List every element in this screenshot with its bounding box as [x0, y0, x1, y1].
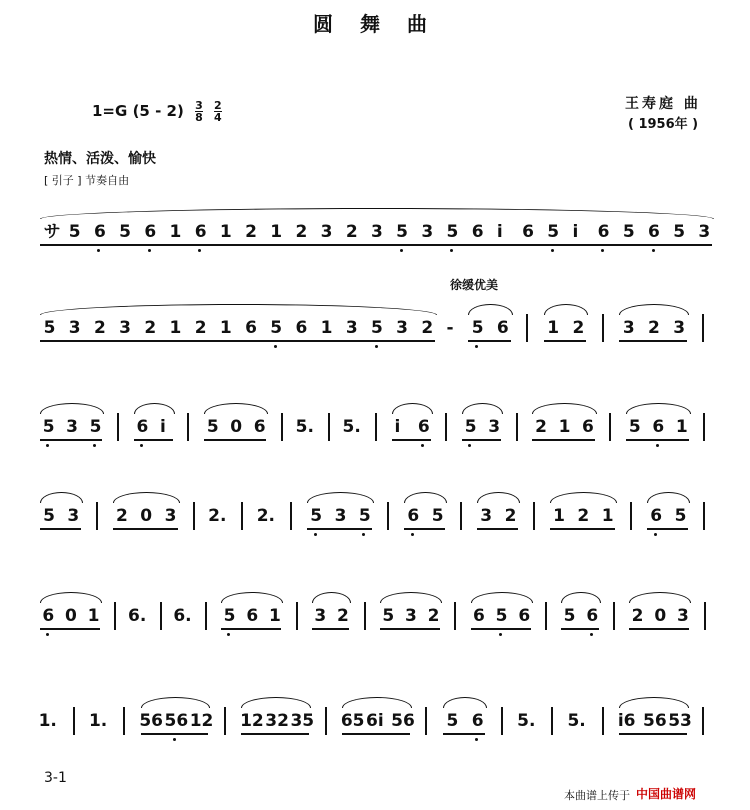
octave-dot: [654, 533, 657, 536]
note: 3: [66, 417, 79, 437]
slur-arc: [443, 697, 487, 708]
octave-dot: [362, 533, 365, 536]
note: 3: [320, 222, 333, 242]
barline: [296, 602, 298, 630]
barline: [73, 707, 75, 735]
barline: [117, 413, 119, 441]
note: 2: [93, 318, 106, 338]
note: 2.: [256, 506, 275, 526]
barline: [609, 413, 611, 441]
note: i: [572, 222, 579, 242]
note: 5: [89, 417, 102, 437]
slur-arc: [307, 492, 374, 503]
note: 53: [668, 711, 692, 731]
beam-underline: [471, 628, 531, 630]
octave-dot: [93, 444, 96, 447]
note: 3: [698, 222, 711, 242]
note: 65: [340, 711, 365, 731]
note: 3: [164, 506, 177, 526]
note: 1: [169, 318, 182, 338]
note: 5: [43, 506, 55, 526]
note: 3: [677, 606, 689, 626]
barline: [501, 707, 503, 735]
note: 6: [648, 222, 660, 242]
note: 5: [119, 222, 131, 242]
note: 2: [535, 417, 547, 437]
beam-underline: [40, 340, 435, 342]
beam-underline: [477, 528, 518, 530]
octave-dot: [475, 738, 478, 741]
note: 3: [673, 318, 686, 338]
slur-arc: [221, 592, 283, 603]
octave-dot: [421, 444, 424, 447]
note: 5.: [567, 711, 586, 731]
note: 3: [68, 318, 81, 338]
slur-arc: [404, 492, 447, 503]
barline: [114, 602, 116, 630]
beam-underline: [342, 733, 410, 735]
barline: [704, 602, 706, 630]
barline: [602, 707, 604, 735]
octave-dot: [97, 249, 100, 252]
note: 5.: [342, 417, 361, 437]
time-signature-3-8: $\frac{3}{8}$: [195, 99, 203, 124]
beam-underline: [40, 439, 102, 441]
note: 56: [643, 711, 667, 731]
slur-arc: [40, 592, 102, 603]
note: 5: [674, 506, 687, 526]
barline: [224, 707, 226, 735]
barline: [703, 502, 705, 530]
note: 2: [421, 318, 434, 338]
note: 5: [223, 606, 236, 626]
barline: [205, 602, 207, 630]
note: 6: [471, 711, 484, 731]
note: 6: [42, 606, 55, 626]
note: 2: [504, 506, 517, 526]
note: 5: [446, 711, 459, 731]
tempo-marking: 热情、活泼、愉快: [44, 151, 156, 167]
score-row-2: [0, 318, 750, 348]
barline: [187, 413, 189, 441]
beam-underline: [619, 733, 687, 735]
note: 6: [407, 506, 420, 526]
slur-arc: [113, 492, 180, 503]
barline: [328, 413, 330, 441]
octave-dot: [375, 345, 378, 348]
beam-underline: [380, 628, 440, 630]
slow-marking: 徐缓优美: [450, 278, 499, 292]
beam-underline: [404, 528, 445, 530]
note: 2: [572, 318, 585, 338]
octave-dot: [46, 444, 49, 447]
barline: [460, 502, 462, 530]
octave-dot: [590, 633, 593, 636]
note: 2.: [208, 506, 227, 526]
note: 6: [93, 222, 106, 242]
slur-arc: [468, 304, 512, 315]
score-row-1: [0, 222, 750, 252]
note: 2: [295, 222, 308, 242]
note: 6i: [366, 711, 384, 731]
octave-dot: [475, 345, 478, 348]
note: 5.: [295, 417, 314, 437]
time-signature-2-4: $\frac{2}{4}$: [213, 99, 222, 124]
barline: [364, 602, 366, 630]
note: 0: [230, 417, 243, 437]
note: 5: [382, 606, 395, 626]
note: 3: [488, 417, 501, 437]
slur-arc: [141, 697, 211, 708]
key-signature: [92, 100, 222, 123]
note: 6: [417, 417, 430, 437]
note: 56: [391, 711, 415, 731]
note: 1: [87, 606, 100, 626]
score-row-4: [0, 506, 750, 536]
note: 5: [396, 222, 409, 242]
note: 3: [405, 606, 417, 626]
note: 1: [675, 417, 688, 437]
note: 5: [310, 506, 323, 526]
note: 6: [496, 318, 509, 338]
note: 0: [654, 606, 667, 626]
note: 3: [345, 318, 358, 338]
beam-underline: [532, 439, 594, 441]
slur-arc: [312, 592, 351, 603]
slur-arc: [204, 403, 268, 414]
composer: 王寿庭 曲: [625, 96, 701, 112]
beam-underline: [462, 439, 501, 441]
octave-dot: [148, 249, 151, 252]
note: 6: [245, 318, 257, 338]
note: 1: [320, 318, 333, 338]
score-row-5: [0, 606, 750, 636]
barline: [613, 602, 615, 630]
note: 5: [471, 318, 484, 338]
note: 5: [673, 222, 686, 242]
note: 2: [245, 222, 257, 242]
slur-arc: [40, 208, 714, 219]
barline: [630, 502, 632, 530]
slur-arc: [462, 403, 503, 414]
slur-arc: [544, 304, 588, 315]
barline: [702, 314, 704, 342]
note: 1: [553, 506, 565, 526]
barline: [290, 502, 292, 530]
note: 6: [194, 222, 207, 242]
slur-arc: [40, 492, 83, 503]
barline: [533, 502, 535, 530]
note: 5: [206, 417, 219, 437]
note: 0: [65, 606, 77, 626]
beam-underline: [626, 439, 688, 441]
octave-dot: [652, 249, 655, 252]
note: 5.: [517, 711, 536, 731]
note: 1: [269, 606, 281, 626]
note: 56: [139, 711, 163, 731]
note: 6: [471, 222, 484, 242]
note: 2: [577, 506, 590, 526]
note: 3: [371, 222, 383, 242]
beam-underline: [221, 628, 281, 630]
beam-underline: [561, 628, 598, 630]
note: 6: [522, 222, 534, 242]
beam-underline: [40, 244, 712, 246]
slur-arc: [550, 492, 617, 503]
note: 2: [144, 318, 157, 338]
slur-arc: [241, 697, 311, 708]
barline: [454, 602, 456, 630]
octave-dot: [173, 738, 176, 741]
beam-underline: [307, 528, 372, 530]
note: 3: [314, 606, 327, 626]
note: 1.: [38, 711, 57, 731]
barline: [702, 707, 704, 735]
slur-arc: [647, 492, 690, 503]
note: 1: [601, 506, 614, 526]
barline: [241, 502, 243, 530]
note: 6: [582, 417, 594, 437]
site-logo: 中国曲谱网: [636, 787, 697, 801]
score-row-6: [0, 711, 750, 741]
slur-arc: [619, 697, 689, 708]
beam-underline: [113, 528, 178, 530]
note: 6: [246, 606, 259, 626]
intro-marking: [ 引子 ] 节奏自由: [44, 174, 130, 187]
octave-dot: [601, 249, 604, 252]
note: 3: [480, 506, 493, 526]
note: 1: [270, 222, 283, 242]
barline: [602, 314, 604, 342]
barline: [703, 413, 705, 441]
note: 6: [650, 506, 663, 526]
beam-underline: [550, 528, 615, 530]
score-row-3: [0, 417, 750, 447]
slur-arc: [380, 592, 442, 603]
barline: [123, 707, 125, 735]
beam-underline: [312, 628, 349, 630]
barline: [375, 413, 377, 441]
note: 56: [164, 711, 189, 731]
note: サ: [43, 222, 61, 242]
note: 3: [67, 506, 80, 526]
barline: [425, 707, 427, 735]
octave-dot: [450, 249, 453, 252]
beam-underline: [647, 528, 688, 530]
beam-underline: [619, 340, 687, 342]
note: 1: [169, 222, 182, 242]
note: 6: [295, 318, 308, 338]
note: 3: [334, 506, 347, 526]
note: 1: [219, 318, 232, 338]
key-paren: (5 - 2): [132, 102, 184, 120]
octave-dot: [411, 533, 414, 536]
beam-underline: [443, 733, 485, 735]
note: 1: [547, 318, 560, 338]
note: 6: [652, 417, 665, 437]
note: 5: [431, 506, 444, 526]
barline: [545, 602, 547, 630]
note: i: [394, 417, 401, 437]
octave-dot: [198, 249, 201, 252]
slur-arc: [342, 697, 412, 708]
beam-underline: [141, 733, 209, 735]
note: 5: [43, 318, 56, 338]
note: 2: [194, 318, 207, 338]
octave-dot: [46, 633, 49, 636]
note: i: [496, 222, 503, 242]
slur-arc: [619, 304, 689, 315]
note: 1: [219, 222, 232, 242]
barline: [193, 502, 195, 530]
beam-underline: [134, 439, 173, 441]
note: 0: [140, 506, 153, 526]
beam-underline: [204, 439, 266, 441]
note: 5: [495, 606, 508, 626]
beam-underline: [392, 439, 431, 441]
barline: [551, 707, 553, 735]
beam-underline: [40, 528, 81, 530]
page-title: 圆 舞 曲: [313, 12, 437, 36]
octave-dot: [551, 249, 554, 252]
note: 2: [345, 222, 358, 242]
slur-arc: [561, 592, 600, 603]
beam-underline: [468, 340, 510, 342]
slur-arc: [392, 403, 433, 414]
beam-underline: [40, 628, 100, 630]
note: 5: [628, 417, 641, 437]
barline: [387, 502, 389, 530]
note: 3: [119, 318, 131, 338]
slur-arc: [134, 403, 175, 414]
note: 6: [597, 222, 610, 242]
beam-underline: [241, 733, 309, 735]
note: 12: [240, 711, 264, 731]
note: 5: [563, 606, 576, 626]
slur-arc: [626, 403, 690, 414]
slur-arc: [40, 403, 104, 414]
barline: [516, 413, 518, 441]
note: 5: [270, 318, 283, 338]
note: 3: [421, 222, 434, 242]
octave-dot: [314, 533, 317, 536]
note: 3: [622, 318, 635, 338]
note: 6: [518, 606, 531, 626]
octave-dot: [227, 633, 230, 636]
note: 12: [189, 711, 214, 731]
note: 5: [358, 506, 371, 526]
note: i6: [617, 711, 636, 731]
note: 2: [337, 606, 349, 626]
octave-dot: [468, 444, 471, 447]
note: -: [446, 318, 454, 338]
slur-arc: [40, 304, 437, 315]
barline: [526, 314, 528, 342]
beam-underline: [544, 340, 586, 342]
barline: [96, 502, 98, 530]
octave-dot: [400, 249, 403, 252]
note: 5: [42, 417, 55, 437]
octave-dot: [274, 345, 277, 348]
note: 5: [622, 222, 635, 242]
barline: [281, 413, 283, 441]
note: 5: [464, 417, 477, 437]
key-label: 1=G: [92, 102, 128, 120]
year: ( 1956年 ): [628, 117, 699, 132]
note: 5: [446, 222, 459, 242]
note: 2: [648, 318, 660, 338]
barline: [160, 602, 162, 630]
barline: [325, 707, 327, 735]
octave-dot: [656, 444, 659, 447]
octave-dot: [499, 633, 502, 636]
note: 2: [427, 606, 440, 626]
slur-arc: [471, 592, 533, 603]
note: 6: [473, 606, 485, 626]
note: 5: [547, 222, 560, 242]
note: 6.: [128, 606, 147, 626]
slur-arc: [629, 592, 691, 603]
note: 6: [136, 417, 149, 437]
beam-underline: [629, 628, 689, 630]
note: 6: [253, 417, 266, 437]
note: i: [159, 417, 166, 437]
slur-arc: [532, 403, 596, 414]
footer-text: 本曲谱上传于: [564, 789, 630, 802]
note: 1: [558, 417, 571, 437]
note: 5: [68, 222, 81, 242]
note: 1.: [88, 711, 108, 731]
page-number: 3-1: [44, 770, 67, 786]
note: 32: [265, 711, 289, 731]
note: 35: [290, 711, 315, 731]
note: 3: [396, 318, 409, 338]
note: 2: [631, 606, 644, 626]
octave-dot: [140, 444, 143, 447]
slur-arc: [477, 492, 520, 503]
note: 6.: [173, 606, 192, 626]
note: 6: [586, 606, 599, 626]
note: 2: [116, 506, 128, 526]
barline: [445, 413, 447, 441]
note: 5: [371, 318, 383, 338]
note: 6: [144, 222, 157, 242]
